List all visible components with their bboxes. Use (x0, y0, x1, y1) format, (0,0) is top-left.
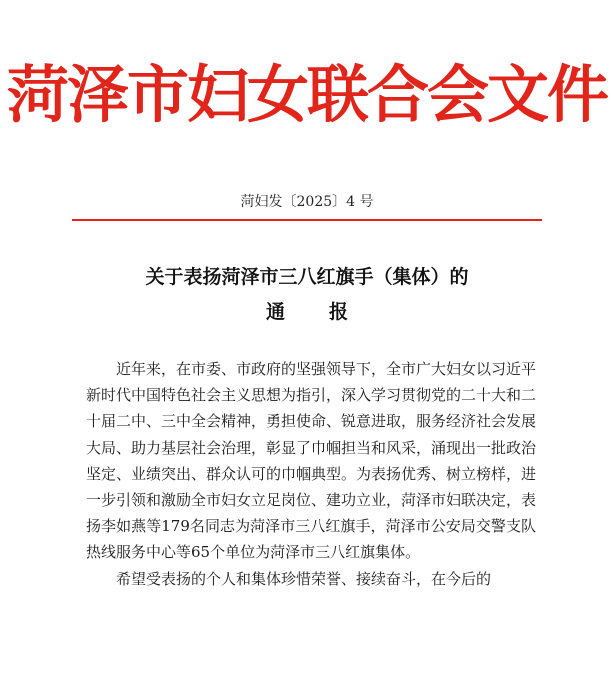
masthead-title: 菏泽市妇女联合会文件 (6, 58, 607, 131)
body-paragraph-1: 近年来，在市委、市政府的坚强领导下，全市广大妇女以习近平新时代中国特色社会主义思想为指引，深入学习贯彻党的二十大和二十届二中、三中全会精神，勇担使命、锐意进取，服务经济社会发展大局、助力基层社会治理，彰显了巾帼担当和风采，涌现出一批政治坚定、业绩突出、群众认可的巾帼典型。为表扬优秀、树立榜样，进一步引领和激励全市妇女立足岗位、建功立业，菏泽市妇联决定，表扬李如燕等179名同志为菏泽市三八红旗手，菏泽市公安局交警支队热线服务中心等65个单位为菏泽市三八红旗集体。 (86, 360, 537, 562)
red-divider-line (72, 219, 542, 221)
notice-title-line-2: 通报 (265, 301, 392, 323)
document-body (86, 356, 536, 592)
document-number: 菏妇发〔2025〕4 号 (240, 194, 374, 210)
notice-title-line-1: 关于表扬菏泽市三八红旗手（集体）的 (145, 266, 469, 288)
body-paragraph-2: 希望受表扬的个人和集体珍惜荣誉、接续奋斗，在今后的 (116, 569, 492, 588)
